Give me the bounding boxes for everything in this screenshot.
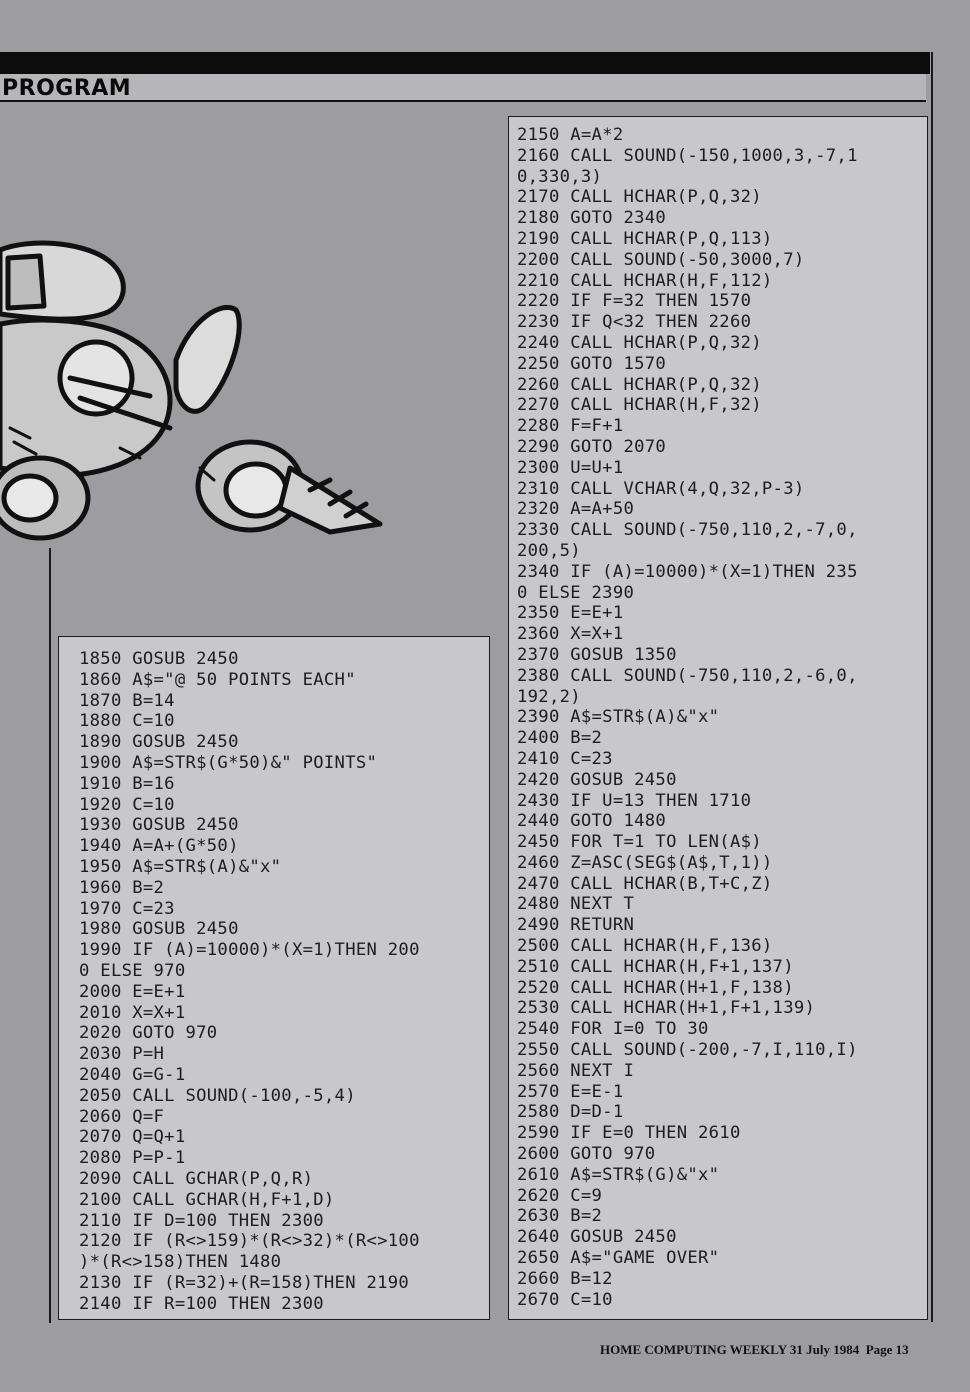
code-line: 2530 CALL HCHAR(H+1,F+1,139)	[517, 998, 816, 1019]
code-line: 2100 CALL GCHAR(H,F+1,D)	[79, 1189, 335, 1210]
code-line: 2180 GOTO 2340	[517, 208, 667, 229]
code-line: 2170 CALL HCHAR(P,Q,32)	[517, 187, 762, 208]
spaceship-illustration	[0, 228, 390, 568]
code-line: 1880 C=10	[79, 711, 175, 732]
code-line: 2450 FOR T=1 TO LEN(A$)	[517, 832, 762, 853]
code-line: 2030 P=H	[79, 1044, 165, 1065]
code-line: 2060 Q=F	[79, 1106, 165, 1127]
listing-box-right	[508, 116, 928, 1320]
code-line: 1920 C=10	[79, 794, 175, 815]
code-line: 2490 RETURN	[517, 915, 635, 936]
code-line: 2570 E=E-1	[517, 1081, 624, 1102]
code-line: 2580 D=D-1	[517, 1102, 624, 1123]
code-line: 2480 NEXT T	[517, 894, 635, 915]
code-line: 1930 GOSUB 2450	[79, 815, 239, 836]
code-line: 2670 C=10	[517, 1289, 613, 1310]
code-line: 2620 C=9	[517, 1185, 603, 1206]
footer-date: 31 July 1984	[789, 1342, 860, 1357]
code-line: 2130 IF (R=32)+(R=158)THEN 2190	[79, 1272, 410, 1293]
code-line: 2080 P=P-1	[79, 1148, 186, 1169]
code-line: 2010 X=X+1	[79, 1002, 186, 1023]
code-line: 2430 IF U=13 THEN 1710	[517, 790, 752, 811]
code-line: 2000 E=E+1	[79, 981, 186, 1002]
code-line: 2190 CALL HCHAR(P,Q,113)	[517, 228, 773, 249]
code-line: 2340 IF (A)=10000)*(X=1)THEN 235	[517, 561, 858, 582]
listing-box-left	[58, 636, 490, 1320]
code-line: 1850 GOSUB 2450	[79, 649, 239, 669]
code-line: 2330 CALL SOUND(-750,110,2,-7,0,	[517, 520, 858, 541]
code-line: 2400 B=2	[517, 728, 603, 749]
code-line: 2440 GOTO 1480	[517, 811, 667, 832]
code-line: 2290 GOTO 2070	[517, 436, 667, 457]
code-line: 2260 CALL HCHAR(P,Q,32)	[517, 374, 762, 395]
right-column-rule	[931, 52, 933, 1322]
code-line: 2310 CALL VCHAR(4,Q,32,P-3)	[517, 478, 805, 499]
code-line: 0 ELSE 970	[79, 960, 186, 981]
code-line: 1910 B=16	[79, 773, 175, 794]
code-line: 2070 Q=Q+1	[79, 1127, 186, 1148]
code-line: 2120 IF (R<>159)*(R<>32)*(R<>100	[79, 1231, 420, 1252]
code-line: 2160 CALL SOUND(-150,1000,3,-7,1	[517, 145, 858, 166]
code-line: 2390 A$=STR$(A)&"x"	[517, 707, 720, 728]
code-line: 2090 CALL GCHAR(P,Q,R)	[79, 1168, 314, 1189]
code-line: 2590 IF E=0 THEN 2610	[517, 1123, 741, 1144]
code-line: 1980 GOSUB 2450	[79, 919, 239, 940]
code-line: 2210 CALL HCHAR(H,F,112)	[517, 270, 773, 291]
code-line: 2320 A=A+50	[517, 499, 635, 520]
code-line: 2140 IF R=100 THEN 2300	[79, 1293, 324, 1314]
code-line: 2040 G=G-1	[79, 1064, 186, 1085]
code-line: )*(R<>158)THEN 1480	[79, 1252, 282, 1273]
code-line: 200,5)	[517, 540, 581, 561]
code-line: 192,2)	[517, 686, 581, 707]
code-line: 0,330,3)	[517, 166, 603, 187]
code-line: 2380 CALL SOUND(-750,110,2,-6,0,	[517, 665, 858, 686]
code-line: 2270 CALL HCHAR(H,F,32)	[517, 395, 762, 416]
code-line: 2550 CALL SOUND(-200,-7,I,110,I)	[517, 1040, 858, 1061]
page-footer	[600, 1342, 909, 1358]
code-line: 2200 CALL SOUND(-50,3000,7)	[517, 249, 805, 270]
code-line: 2110 IF D=100 THEN 2300	[79, 1210, 324, 1231]
footer-page-number: Page 13	[865, 1342, 909, 1357]
code-line: 2370 GOSUB 1350	[517, 644, 677, 665]
code-line: 2020 GOTO 970	[79, 1023, 218, 1044]
code-line: 2220 IF F=32 THEN 1570	[517, 291, 752, 312]
code-line: 2460 Z=ASC(SEG$(A$,T,1))	[517, 852, 773, 873]
code-line: 1950 A$=STR$(A)&"x"	[79, 856, 282, 877]
footer-publication: HOME COMPUTING WEEKLY	[600, 1342, 787, 1357]
left-column-rule	[49, 548, 51, 1323]
code-line: 1970 C=23	[79, 898, 175, 919]
code-line: 1900 A$=STR$(G*50)&" POINTS"	[79, 752, 378, 773]
code-line: 1860 A$="@ 50 POINTS EACH"	[79, 669, 356, 690]
code-line: 2640 GOSUB 2450	[517, 1227, 677, 1248]
code-line: 2410 C=23	[517, 748, 613, 769]
code-line: 1940 A=A+(G*50)	[79, 836, 239, 857]
code-line: 2660 B=12	[517, 1268, 613, 1289]
code-line: 2650 A$="GAME OVER"	[517, 1248, 720, 1269]
code-line: 2560 NEXT I	[517, 1060, 635, 1081]
code-line: 2230 IF Q<32 THEN 2260	[517, 312, 752, 333]
code-line: 2300 U=U+1	[517, 457, 624, 478]
code-line: 2510 CALL HCHAR(H,F+1,137)	[517, 956, 794, 977]
header-band	[0, 74, 926, 102]
header-black-bar	[0, 52, 930, 74]
code-line: 0 ELSE 2390	[517, 582, 635, 603]
code-line: 2350 E=E+1	[517, 603, 624, 624]
code-line: 2250 GOTO 1570	[517, 353, 667, 374]
code-line: 2520 CALL HCHAR(H+1,F,138)	[517, 977, 794, 998]
code-line: 2610 A$=STR$(G)&"x"	[517, 1164, 720, 1185]
code-line: 2630 B=2	[517, 1206, 603, 1227]
code-line: 2150 A=A*2	[517, 125, 624, 145]
code-line: 2500 CALL HCHAR(H,F,136)	[517, 936, 773, 957]
code-line: 2050 CALL SOUND(-100,-5,4)	[79, 1085, 356, 1106]
code-line: 1890 GOSUB 2450	[79, 732, 239, 753]
code-line: 2280 F=F+1	[517, 416, 624, 437]
code-line: 2600 GOTO 970	[517, 1144, 656, 1165]
code-line: 2420 GOSUB 2450	[517, 769, 677, 790]
code-line: 2470 CALL HCHAR(B,T+C,Z)	[517, 873, 773, 894]
code-line: 2360 X=X+1	[517, 624, 624, 645]
code-line: 1990 IF (A)=10000)*(X=1)THEN 200	[79, 940, 420, 961]
code-line: 2240 CALL HCHAR(P,Q,32)	[517, 332, 762, 353]
page-section-title: PROGRAM	[2, 76, 132, 101]
code-line: 2540 FOR I=0 TO 30	[517, 1019, 709, 1040]
code-line: 1870 B=14	[79, 690, 175, 711]
code-line: 1960 B=2	[79, 877, 165, 898]
